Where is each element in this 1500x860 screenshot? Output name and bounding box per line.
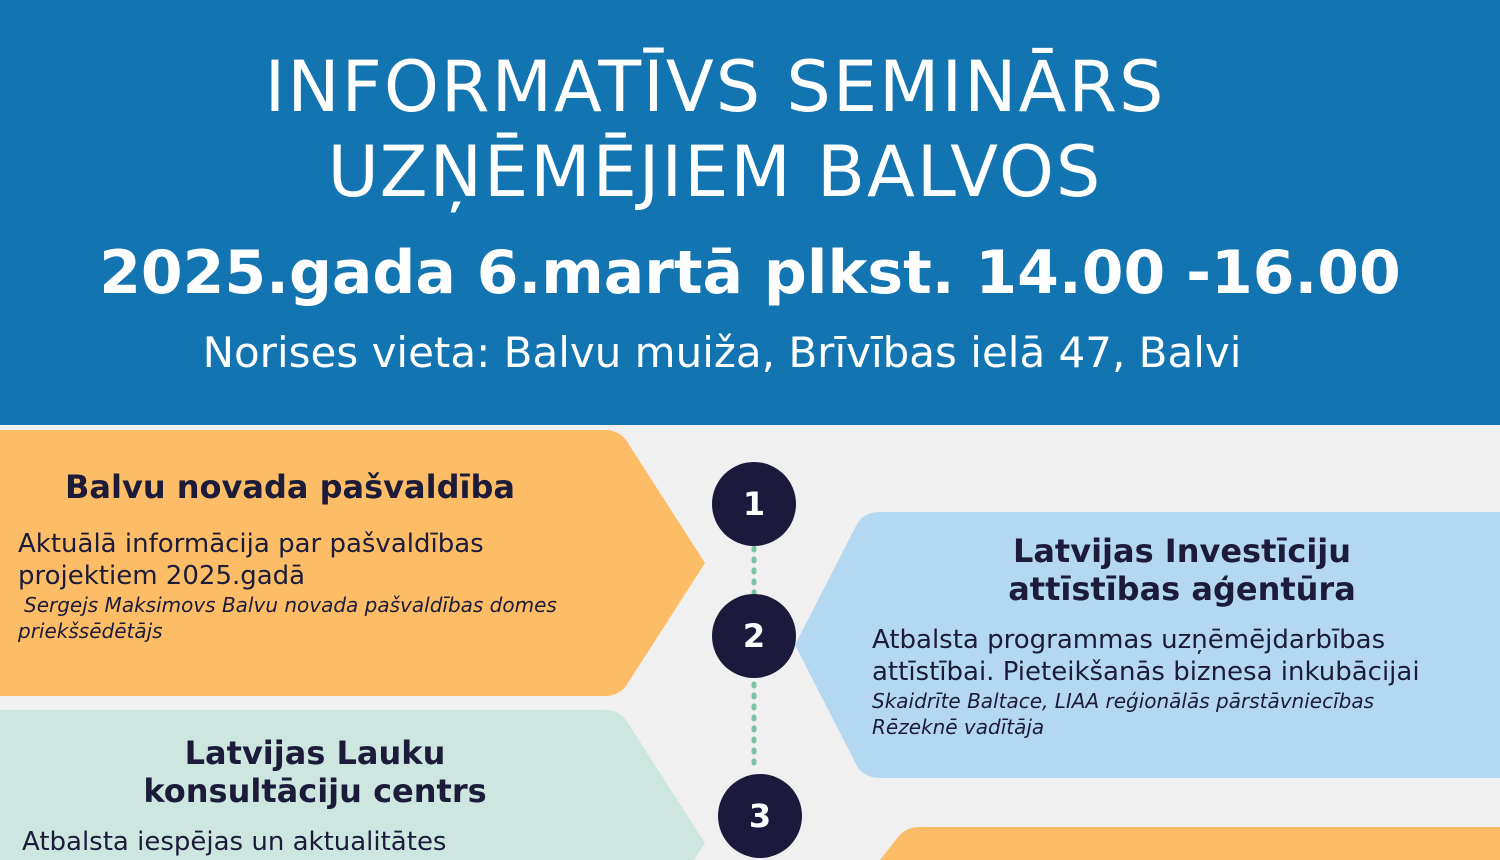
session-1-speaker-line-1: Sergejs Maksimovs Balvu novada pašvaldības domes [24, 593, 557, 617]
title-line-1: INFORMATĪVS SEMINĀRS [264, 46, 1166, 128]
session-3 [0, 734, 630, 810]
step-2-badge: 2 [712, 594, 796, 678]
session-2-topic-line-1: Atbalsta programmas uzņēmējdarbības [872, 625, 1386, 655]
session-1-speaker-line-2: priekšsēdētājs [18, 619, 163, 643]
step-1-badge: 1 [712, 462, 796, 546]
session-2-organizer-line-2: attīstības aģentūra [1008, 570, 1356, 608]
session-1 [0, 468, 580, 506]
session-1-topic-line-1: Aktuālā informācija par pašvaldības [18, 529, 484, 559]
session-3-organizer-line-1: Latvijas Lauku [184, 734, 446, 772]
venue: Norises vieta: Balvu muiža, Brīvības ielā 47, Balvi [202, 328, 1242, 377]
step-3-badge: 3 [718, 774, 802, 858]
session-2-organizer-line-1: Latvijas Investīciju [1012, 532, 1352, 570]
session-3-body [22, 826, 662, 858]
date-time: 2025.gada 6.martā plkst. 14.00 -16.00 [99, 238, 1401, 308]
session-3-topic-line-1: Atbalsta iespējas un aktualitātes [22, 827, 447, 857]
title-line-2: UZŅĒMĒJIEM BALVOS [327, 131, 1103, 213]
session-2 [862, 532, 1500, 608]
session-2-speaker-line-1: Skaidrīte Baltace, LIAA reģionālās pārstāvniecības [872, 689, 1375, 713]
session-2-speaker-line-2: Rēzeknē vadītāja [872, 715, 1045, 739]
session-2-topic-line-2: attīstībai. Pieteikšanās biznesa inkubācijai [872, 657, 1420, 687]
session-1-topic-line-2: projektiem 2025.gadā [18, 561, 306, 591]
session-2-body [872, 624, 1492, 740]
session-1-body [18, 528, 658, 644]
session-1-organizer: Balvu novada pašvaldība [65, 468, 515, 506]
session-3-organizer-line-2: konsultāciju centrs [143, 772, 487, 810]
session-4-arrow-shape [880, 827, 1500, 860]
